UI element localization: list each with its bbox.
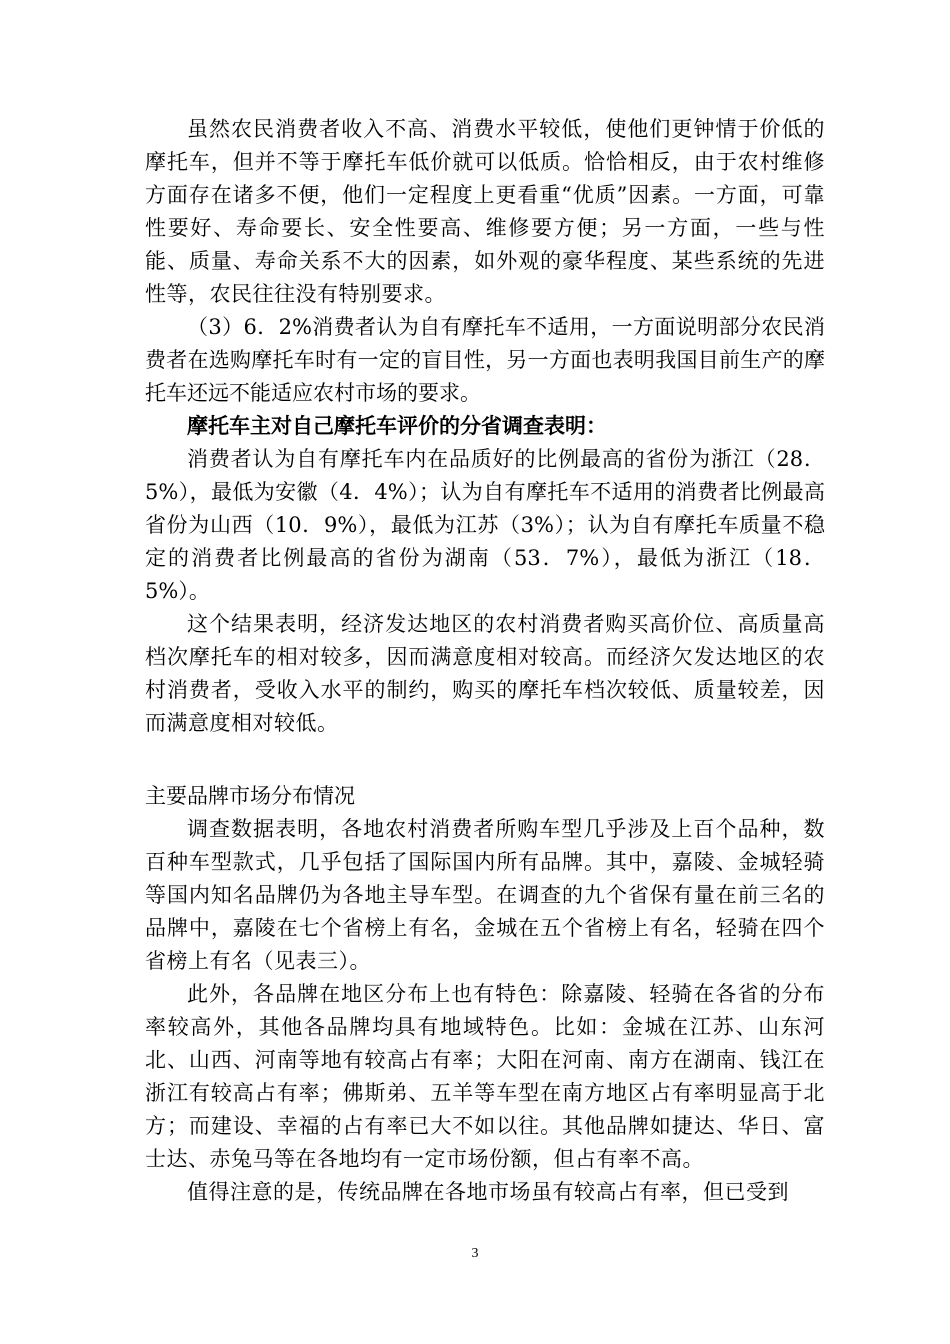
paragraph-traditional-brands: 值得注意的是，传统品牌在各地市场虽有较高占有率，但已受到: [187, 1180, 789, 1204]
section-gap: [145, 740, 825, 780]
paragraph-consumer-quality: 虽然农民消费者收入不高、消费水平较低，使他们更钟情于价低的摩托车，但并不等于摩托车低价就可以低质。恰恰相反，由于农村维修方面存在诸多不便，他们一定程度上更看重“优质”因素。一方面，可靠性要好、寿命要长、安全性要高、维修要方便；另一方面，一些与性能、质量、寿命关系不大的因素，如外观的豪华程度、某些系统的先进性等，农民往往没有特别要求。: [145, 117, 825, 306]
section-heading-brand-distribution: 主要品牌市场分布情况: [145, 784, 355, 808]
paragraph-brand-survey: 调查数据表明，各地农村消费者所购车型几乎涉及上百个品种，数百种车型款式，几乎包括了国际国内所有品牌。其中，嘉陵、金城轻骑等国内知名品牌仍为各地主导车型。在调查的九个省保有量在前三名的品牌中，嘉陵在七个省榜上有名，金城在五个省榜上有名，轻骑在四个省榜上有名（见表三）。: [145, 817, 825, 973]
paragraph-province-results: 消费者认为自有摩托车内在品质好的比例最高的省份为浙江（28．5%），最低为安徽（4．4%）；认为自有摩托车不适用的消费者比例最高省份为山西（10．9%），最低为江苏（3%）；认为自有摩托车质量不稳定的消费者比例最高的省份为湖南（53．7%），最低为浙江（18．5%）。: [145, 447, 825, 603]
page-number: 3: [471, 1246, 479, 1261]
paragraph-brand-regional: 此外，各品牌在地区分布上也有特色：除嘉陵、轻骑在各省的分布率较高外，其他各品牌均具有地域特色。比如：金城在江苏、山东河北、山西、河南等地有较高占有率；大阳在河南、南方在湖南、钱江在浙江有较高占有率；佛斯弟、五羊等车型在南方地区占有率明显高于北方；而建设、幸福的占有率已大不如以往。其他品牌如捷达、华日、富士达、赤兔马等在各地均有一定市场份额，但占有率不高。: [145, 982, 825, 1171]
paragraph-unsuitable: （3）6．2%消费者认为自有摩托车不适用，一方面说明部分农民消费者在选购摩托车时有一定的盲目性，另一方面也表明我国目前生产的摩托车还远不能适应农村市场的要求。: [145, 315, 825, 405]
paragraph-result-analysis: 这个结果表明，经济发达地区的农村消费者购买高价位、高质量高档次摩托车的相对较多，因而满意度相对较高。而经济欠发达地区的农村消费者，受收入水平的制约，购买的摩托车档次较低、质量较差，因而满意度相对较低。: [145, 612, 825, 735]
section-heading-province-survey: 摩托车主对自己摩托车评价的分省调查表明：: [187, 414, 607, 438]
document-body: [145, 113, 825, 1209]
